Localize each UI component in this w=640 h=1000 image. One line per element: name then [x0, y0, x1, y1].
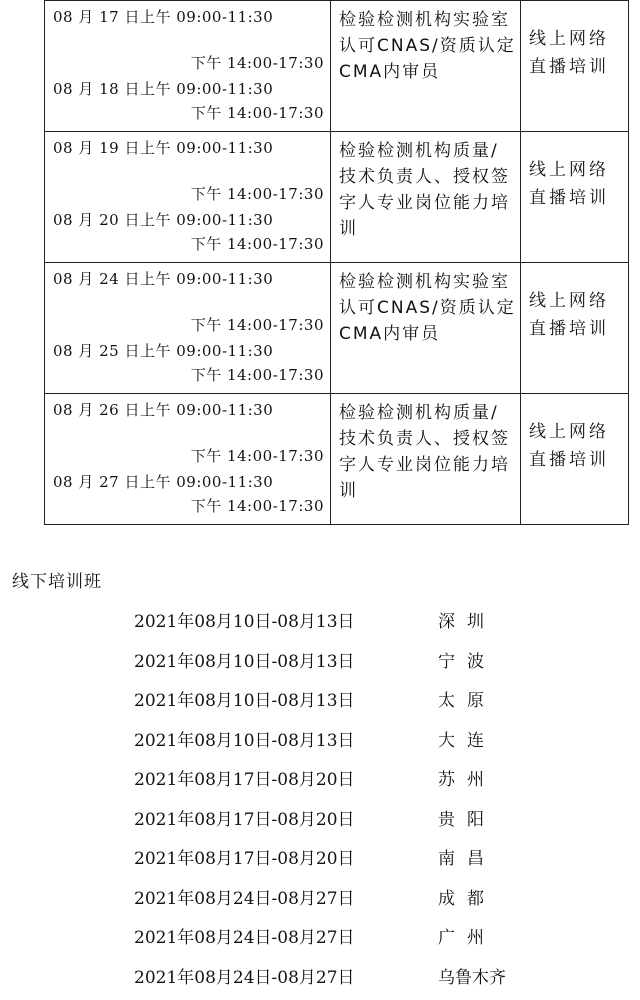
offline-section-heading: 线下培训班 — [12, 572, 102, 592]
training-mode: 线上网络直播培训 — [529, 291, 609, 339]
offline-session-date: 2021年08月17日-08月20日 — [134, 770, 355, 791]
offline-session-item — [134, 916, 506, 956]
schedule-date-line: 08 月 20 日上午 09:00-11:30 — [53, 211, 274, 229]
schedule-mode-cell — [521, 394, 629, 525]
offline-session-city: 深圳 — [438, 612, 496, 633]
offline-session-city: 太原 — [438, 691, 496, 712]
offline-session-date: 2021年08月10日-08月13日 — [134, 612, 355, 633]
schedule-course-cell — [331, 394, 521, 525]
training-mode: 线上网络直播培训 — [529, 29, 609, 77]
schedule-row — [45, 1, 629, 132]
schedule-row — [45, 263, 629, 394]
schedule-date-line: 08 月 26 日上午 09:00-11:30 — [53, 401, 274, 419]
course-name: 检验检测机构质量/技术负责人、授权签字人专业岗位能力培训 — [339, 141, 510, 239]
course-name: 检验检测机构实验室认可CNAS/资质认定CMA内审员 — [339, 272, 516, 344]
schedule-date-line: 08 月 17 日上午 09:00-11:30 — [53, 8, 274, 26]
schedule-date-line: 08 月 24 日上午 09:00-11:30 — [53, 270, 274, 288]
schedule-date-line: 下午 14:00-17:30 — [190, 104, 324, 122]
offline-session-date: 2021年08月10日-08月13日 — [134, 651, 355, 672]
offline-session-city: 贵阳 — [438, 809, 496, 830]
offline-session-city: 大连 — [438, 730, 496, 751]
schedule-dates-cell — [45, 1, 331, 132]
course-name: 检验检测机构质量/技术负责人、授权签字人专业岗位能力培训 — [339, 403, 510, 501]
schedule-dates-cell — [45, 394, 331, 525]
offline-session-city: 广州 — [438, 928, 496, 949]
offline-session-item — [134, 798, 506, 838]
offline-session-item — [134, 956, 506, 996]
training-mode: 线上网络直播培训 — [529, 422, 609, 470]
offline-session-item — [134, 640, 506, 680]
schedule-mode-cell — [521, 132, 629, 263]
schedule-mode-cell — [521, 263, 629, 394]
offline-session-item — [134, 719, 506, 759]
schedule-course-cell — [331, 263, 521, 394]
offline-session-date: 2021年08月10日-08月13日 — [134, 691, 355, 712]
schedule-date-line: 08 月 18 日上午 09:00-11:30 — [53, 80, 274, 98]
schedule-course-cell — [331, 1, 521, 132]
offline-session-item — [134, 837, 506, 877]
course-name: 检验检测机构实验室认可CNAS/资质认定CMA内审员 — [339, 10, 516, 82]
schedule-course-cell — [331, 132, 521, 263]
offline-session-date: 2021年08月10日-08月13日 — [134, 730, 355, 751]
schedule-mode-cell — [521, 1, 629, 132]
offline-session-item — [134, 758, 506, 798]
offline-session-city: 成都 — [438, 888, 496, 909]
schedule-date-line: 下午 14:00-17:30 — [190, 447, 324, 465]
offline-session-city: 南昌 — [438, 849, 496, 870]
offline-session-date: 2021年08月24日-08月27日 — [134, 967, 355, 988]
schedule-dates-cell — [45, 263, 331, 394]
offline-session-list — [134, 600, 506, 995]
schedule-row — [45, 132, 629, 263]
offline-session-item — [134, 679, 506, 719]
schedule-date-line: 下午 14:00-17:30 — [190, 497, 324, 515]
offline-session-city: 宁波 — [438, 651, 496, 672]
offline-session-item — [134, 877, 506, 917]
offline-session-city: 苏州 — [438, 770, 496, 791]
offline-session-date: 2021年08月17日-08月20日 — [134, 849, 355, 870]
schedule-date-line: 下午 14:00-17:30 — [190, 316, 324, 334]
schedule-date-line: 下午 14:00-17:30 — [190, 54, 324, 72]
schedule-row — [45, 394, 629, 525]
schedule-date-line: 下午 14:00-17:30 — [190, 235, 324, 253]
offline-session-date: 2021年08月24日-08月27日 — [134, 888, 355, 909]
schedule-date-line: 下午 14:00-17:30 — [190, 366, 324, 384]
schedule-date-line: 08 月 19 日上午 09:00-11:30 — [53, 139, 274, 157]
offline-session-date: 2021年08月24日-08月27日 — [134, 928, 355, 949]
offline-session-city: 乌鲁木齐 — [438, 967, 506, 988]
schedule-date-line: 08 月 25 日上午 09:00-11:30 — [53, 342, 274, 360]
schedule-dates-cell — [45, 132, 331, 263]
offline-session-date: 2021年08月17日-08月20日 — [134, 809, 355, 830]
training-mode: 线上网络直播培训 — [529, 160, 609, 208]
schedule-date-line: 下午 14:00-17:30 — [190, 185, 324, 203]
offline-session-item — [134, 600, 506, 640]
online-schedule-table — [44, 0, 629, 525]
schedule-date-line: 08 月 27 日上午 09:00-11:30 — [53, 473, 274, 491]
